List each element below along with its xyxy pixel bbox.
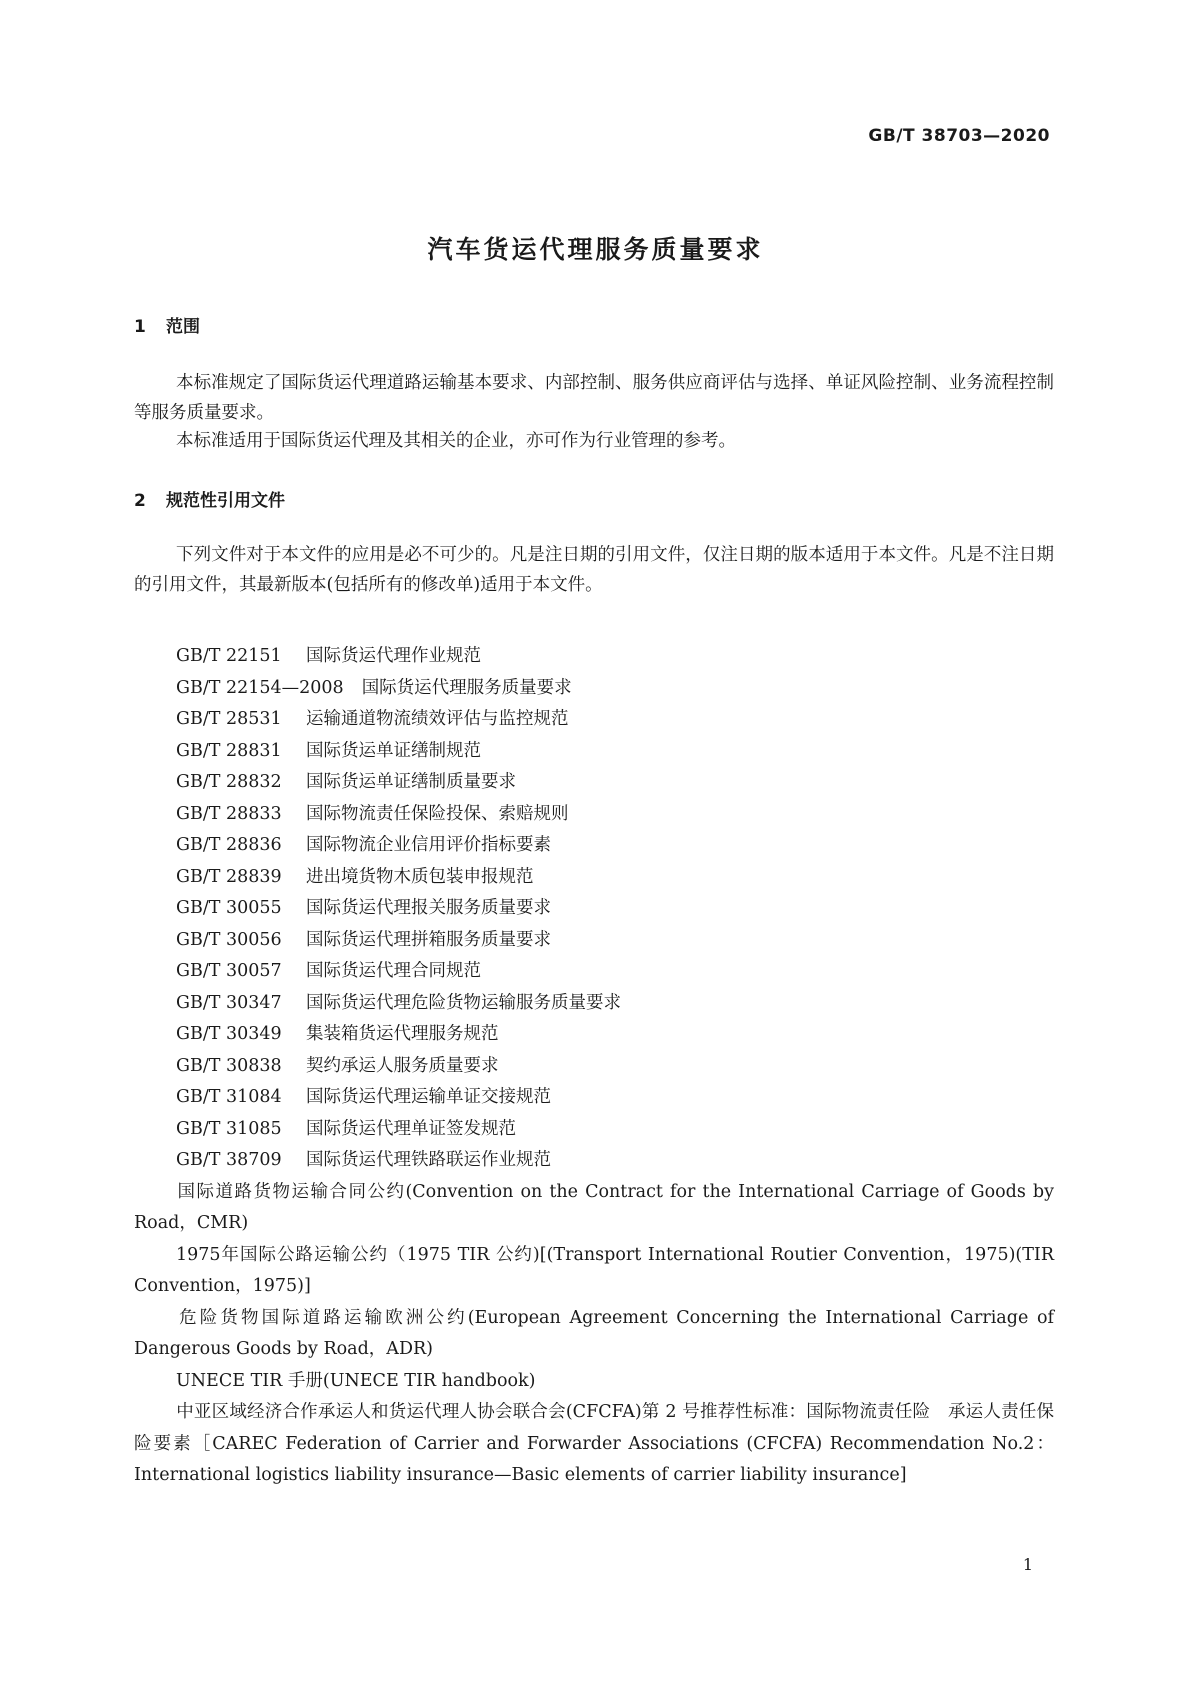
page-number: 1 (1022, 1555, 1033, 1574)
reference-item (134, 1145, 1054, 1177)
reference-item (134, 641, 1054, 673)
reference-item (134, 1051, 1054, 1083)
reference-item (134, 704, 1054, 736)
reference-item (134, 830, 1054, 862)
section-heading-scope (134, 312, 200, 337)
reference-code: GB/T 30057 (176, 961, 282, 981)
reference-title: 国际货运代理服务质量要求 (361, 677, 572, 698)
reference-code: GB/T 22151 (176, 646, 282, 666)
reference-item (134, 925, 1054, 957)
convention-text: 国际道路货物运输合同公约(Convention on the Contract for the International Carriage of Goods by Road，CMR) (134, 1181, 1054, 1233)
reference-code: GB/T 28832 (176, 772, 282, 792)
reference-item (134, 1114, 1054, 1146)
reference-code: GB/T 30347 (176, 992, 282, 1013)
convention-text: 中亚区域经济合作承运人和货运代理人协会联合会(CFCFA)第 2 号推荐性标准：国际物流责任险 承运人责任保险要素［CAREC Federation of Carrier and Forwarder Associations (CFCFA) Recommendation No.2：International logistics liability insurance—Basic elements of carrier liability insurance] (134, 1402, 1054, 1485)
reference-title: 国际货运代理作业规范 (306, 646, 481, 666)
paragraph-text: 下列文件对于本文件的应用是必不可少的。凡是注日期的引用文件，仅注日期的版本适用于本文件。凡是不注日期的引用文件，其最新版本(包括所有的修改单)适用于本文件。 (134, 545, 1054, 595)
reference-item (134, 673, 1054, 705)
reference-title: 国际货运单证缮制规范 (306, 740, 481, 761)
reference-title: 国际物流企业信用评价指标要素 (306, 835, 551, 855)
reference-list (134, 641, 1054, 1492)
reference-code: GB/T 30056 (176, 929, 282, 950)
convention-reference (134, 1366, 1054, 1398)
section-title: 范围 (166, 317, 200, 337)
reference-item (134, 988, 1054, 1020)
reference-item (134, 956, 1054, 988)
reference-title: 国际货运代理合同规范 (306, 961, 481, 981)
reference-title: 集装箱货运代理服务规范 (306, 1024, 499, 1044)
reference-item (134, 1019, 1054, 1051)
scope-paragraph-1 (134, 368, 1054, 428)
reference-code: GB/T 31085 (176, 1118, 282, 1139)
reference-item (134, 799, 1054, 831)
reference-code: GB/T 28531 (176, 709, 282, 729)
scope-paragraph-2 (134, 426, 1054, 456)
reference-code: GB/T 22154—2008 (176, 677, 344, 698)
paragraph-text: 本标准规定了国际货运代理道路运输基本要求、内部控制、服务供应商评估与选择、单证风险控制、业务流程控制等服务质量要求。 (134, 373, 1054, 423)
reference-title: 国际货运代理单证签发规范 (306, 1118, 516, 1139)
reference-item (134, 1082, 1054, 1114)
convention-reference (134, 1177, 1054, 1240)
reference-title: 国际货运代理拼箱服务质量要求 (306, 929, 551, 950)
reference-title: 运输通道物流绩效评估与监控规范 (306, 709, 569, 729)
reference-code: GB/T 30838 (176, 1055, 282, 1076)
reference-code: GB/T 28833 (176, 803, 282, 824)
reference-item (134, 862, 1054, 894)
reference-code: GB/T 30349 (176, 1024, 282, 1044)
reference-code: GB/T 31084 (176, 1087, 282, 1107)
reference-item (134, 736, 1054, 768)
convention-reference (134, 1240, 1054, 1303)
convention-text: 1975年国际公路运输公约（1975 TIR 公约)[(Transport International Routier Convention，1975)(TIR Convention，1975)] (134, 1244, 1054, 1296)
reference-title: 国际物流责任保险投保、索赔规则 (306, 803, 569, 824)
section-title: 规范性引用文件 (166, 491, 285, 511)
reference-item (134, 893, 1054, 925)
reference-title: 国际货运代理报关服务质量要求 (306, 898, 551, 918)
convention-reference (134, 1303, 1054, 1366)
standard-code: GB/T 38703—2020 (868, 126, 1050, 146)
document-title: 汽车货运代理服务质量要求 (427, 235, 764, 264)
reference-title: 国际货运单证缮制质量要求 (306, 772, 516, 792)
section-number: 2 (134, 491, 146, 511)
reference-code: GB/T 28839 (176, 866, 282, 887)
section-number: 1 (134, 317, 146, 337)
reference-title: 进出境货物木质包装申报规范 (306, 866, 534, 887)
section-heading-normative-references (134, 486, 285, 511)
reference-title: 国际货运代理危险货物运输服务质量要求 (306, 992, 621, 1013)
reference-item (134, 767, 1054, 799)
reference-code: GB/T 28831 (176, 740, 282, 761)
reference-title: 契约承运人服务质量要求 (306, 1055, 499, 1076)
reference-code: GB/T 30055 (176, 898, 282, 918)
reference-code: GB/T 38709 (176, 1150, 282, 1170)
convention-reference (134, 1397, 1054, 1492)
convention-text: UNECE TIR 手册(UNECE TIR handbook) (176, 1370, 536, 1391)
convention-text: 危险货物国际道路运输欧洲公约(European Agreement Concerning the International Carriage of Dangerous Goods by Road，ADR) (134, 1307, 1054, 1359)
references-intro-paragraph (134, 540, 1054, 600)
reference-code: GB/T 28836 (176, 835, 282, 855)
reference-title: 国际货运代理铁路联运作业规范 (306, 1150, 551, 1170)
reference-title: 国际货运代理运输单证交接规范 (306, 1087, 551, 1107)
paragraph-text: 本标准适用于国际货运代理及其相关的企业，亦可作为行业管理的参考。 (176, 431, 736, 451)
